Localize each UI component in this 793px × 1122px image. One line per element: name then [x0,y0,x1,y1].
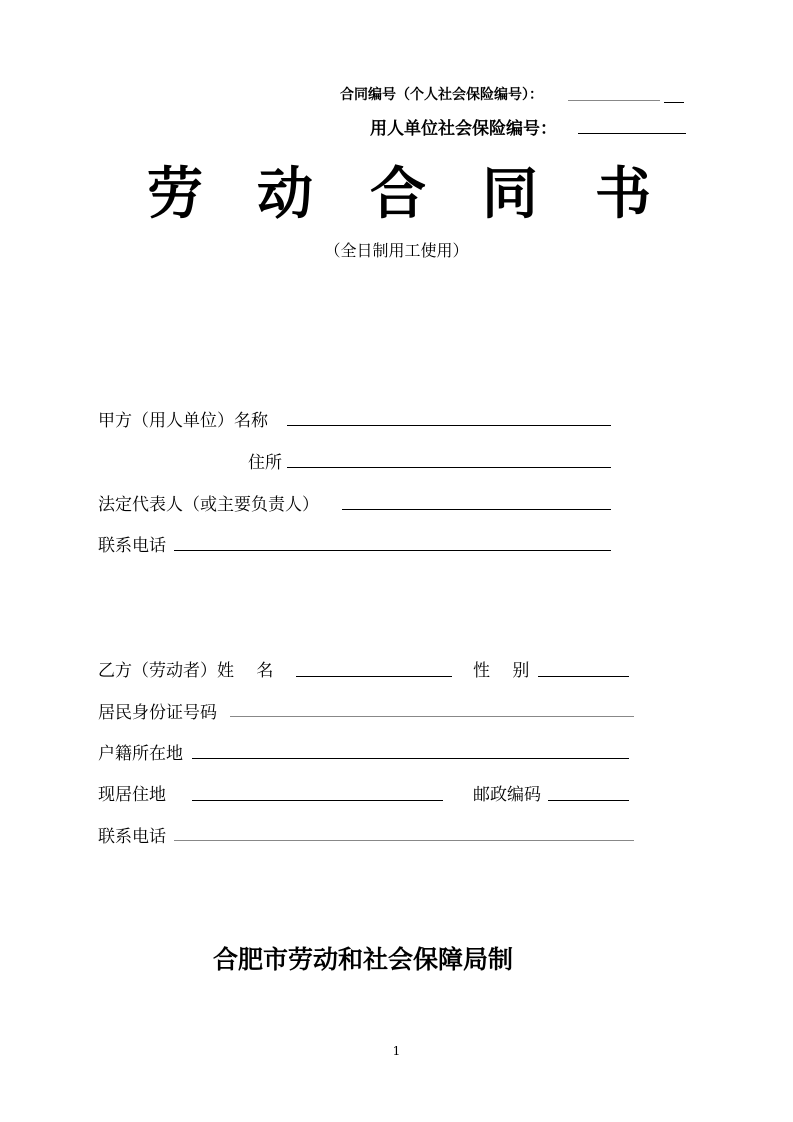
title-char-5: 书 [595,162,651,227]
party-a-name-label: 甲方（用人单位）名称 [98,411,268,431]
party-b-name-label: 乙方（劳动者）姓 名 [98,661,274,681]
party-b-postcode-label: 邮政编码 [473,785,541,805]
employer-si-number-label: 用人单位社会保险编号： [370,119,557,139]
party-b-postcode-field[interactable] [548,800,629,801]
party-b-household-field[interactable] [192,758,629,759]
contract-number-field[interactable] [568,100,660,101]
party-b-phone-field[interactable] [174,840,634,841]
party-b-id-label: 居民身份证号码 [98,703,217,723]
page-number: 1 [392,1044,401,1058]
party-b-residence-field[interactable] [192,800,443,801]
party-b-name-field[interactable] [296,676,452,677]
issuing-organization: 合肥市劳动和社会保障局制 [212,945,513,974]
title-char-4: 同 [482,162,538,227]
party-b-residence-label: 现居住地 [98,785,166,805]
party-a-name-field[interactable] [287,425,611,426]
contract-number-label: 合同编号（个人社会保险编号）： [340,87,543,103]
document-subtitle: （全日制用工使用） [324,241,469,260]
party-a-phone-label: 联系电话 [98,536,166,556]
party-b-phone-label: 联系电话 [98,827,166,847]
employer-si-number-field[interactable] [578,133,686,134]
party-a-legal-rep-label: 法定代表人（或主要负责人） [98,495,319,515]
party-b-gender-field[interactable] [538,676,629,677]
party-a-phone-field[interactable] [174,550,611,551]
party-a-address-label: 住所 [248,453,282,473]
title-char-3: 合 [370,162,426,227]
party-a-address-field[interactable] [287,467,611,468]
party-b-household-label: 户籍所在地 [98,744,183,764]
contract-number-field-extra[interactable] [664,102,684,103]
title-char-2: 动 [257,162,313,227]
party-a-legal-rep-field[interactable] [342,509,611,510]
party-b-id-field[interactable] [230,716,634,717]
party-b-gender-label: 性 别 [473,661,530,681]
title-char-1: 劳 [147,162,203,227]
